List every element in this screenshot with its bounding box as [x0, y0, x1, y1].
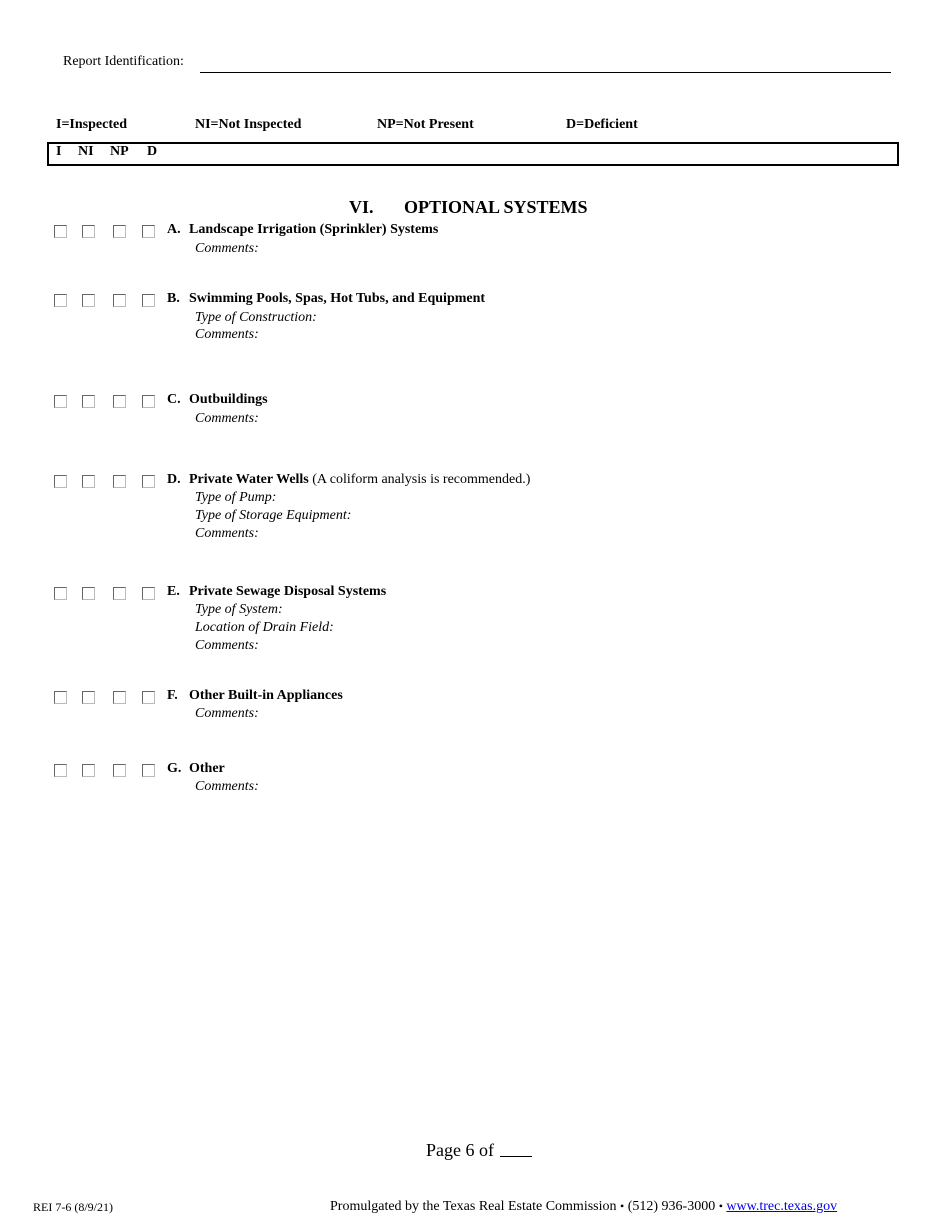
item-letter: G.: [167, 761, 182, 776]
section-number: VI.: [349, 197, 374, 217]
checkbox-not-present[interactable]: [113, 475, 126, 488]
checkbox-not-inspected[interactable]: [82, 587, 95, 600]
checkbox-inspected[interactable]: [54, 764, 67, 777]
checkbox-not-inspected[interactable]: [82, 475, 95, 488]
checkbox-inspected[interactable]: [54, 587, 67, 600]
type-of-system-label: Type of System:: [195, 602, 283, 617]
item-title: [167, 392, 268, 408]
item-letter: C.: [167, 392, 181, 407]
checkbox-not-present[interactable]: [113, 225, 126, 238]
checkbox-not-present[interactable]: [113, 691, 126, 704]
page-number: Page 6 of: [426, 1140, 494, 1160]
section-title: OPTIONAL SYSTEMS: [404, 197, 588, 217]
checkbox-not-present[interactable]: [113, 294, 126, 307]
item-letter: F.: [167, 688, 178, 703]
checkbox-not-present[interactable]: [113, 764, 126, 777]
item-name: Landscape Irrigation (Sprinkler) Systems: [189, 222, 439, 237]
location-of-drain-field-label: Location of Drain Field:: [195, 620, 334, 635]
item-note: (A coliform analysis is recommended.): [312, 472, 531, 487]
bullet-icon: •: [620, 1199, 625, 1213]
checkbox-inspected[interactable]: [54, 395, 67, 408]
legend-inspected: I=Inspected: [56, 117, 127, 132]
comments-label: Comments:: [195, 779, 259, 794]
checkbox-not-inspected[interactable]: [82, 764, 95, 777]
checkbox-not-inspected[interactable]: [82, 294, 95, 307]
checkbox-deficient[interactable]: [142, 225, 155, 238]
comments-label: Comments:: [195, 638, 259, 653]
comments-label: Comments:: [195, 327, 259, 342]
comments-label: Comments:: [195, 526, 259, 541]
checkbox-not-present[interactable]: [113, 395, 126, 408]
column-header-ni: NI: [78, 144, 94, 159]
checkbox-not-inspected[interactable]: [82, 395, 95, 408]
item-letter: D.: [167, 472, 181, 487]
item-name: Other: [189, 761, 225, 776]
item-title: [167, 472, 530, 488]
column-header-i: I: [56, 144, 62, 159]
checkbox-deficient[interactable]: [142, 587, 155, 600]
page-total-field[interactable]: [500, 1156, 532, 1157]
column-header-box: [47, 142, 899, 166]
type-of-storage-equipment-label: Type of Storage Equipment:: [195, 508, 352, 523]
item-name: Other Built-in Appliances: [189, 688, 343, 703]
checkbox-inspected[interactable]: [54, 475, 67, 488]
report-identification-field[interactable]: [200, 72, 891, 73]
phone-number: (512) 936-3000: [627, 1199, 716, 1214]
promulgated-text: Promulgated by the Texas Real Estate Commission: [330, 1199, 617, 1214]
item-letter: B.: [167, 291, 180, 306]
item-letter: A.: [167, 222, 181, 237]
checkbox-deficient[interactable]: [142, 395, 155, 408]
comments-label: Comments:: [195, 241, 259, 256]
checkbox-not-present[interactable]: [113, 587, 126, 600]
type-of-pump-label: Type of Pump:: [195, 490, 277, 505]
form-id: REI 7-6 (8/9/21): [33, 1200, 113, 1214]
report-identification-label: Report Identification:: [63, 54, 184, 69]
checkbox-deficient[interactable]: [142, 294, 155, 307]
checkbox-inspected[interactable]: [54, 691, 67, 704]
column-header-np: NP: [110, 144, 129, 159]
item-title: [167, 222, 438, 238]
checkbox-not-inspected[interactable]: [82, 691, 95, 704]
item-name: Private Water Wells: [189, 472, 309, 487]
checkbox-not-inspected[interactable]: [82, 225, 95, 238]
item-title: [167, 761, 225, 777]
legend-not-inspected: NI=Not Inspected: [195, 117, 302, 132]
legend-deficient: D=Deficient: [566, 117, 638, 132]
legend-not-present: NP=Not Present: [377, 117, 474, 132]
column-header-d: D: [147, 144, 158, 159]
item-title: [167, 688, 343, 704]
item-name: Outbuildings: [189, 392, 268, 407]
type-of-construction-label: Type of Construction:: [195, 310, 317, 325]
promulgated-line: [330, 1199, 837, 1215]
item-letter: E.: [167, 584, 180, 599]
comments-label: Comments:: [195, 411, 259, 426]
item-title: [167, 584, 386, 600]
checkbox-inspected[interactable]: [54, 294, 67, 307]
checkbox-deficient[interactable]: [142, 475, 155, 488]
website-link[interactable]: www.trec.texas.gov: [726, 1199, 838, 1214]
checkbox-deficient[interactable]: [142, 691, 155, 704]
checkbox-inspected[interactable]: [54, 225, 67, 238]
item-name: Private Sewage Disposal Systems: [189, 584, 387, 599]
item-title: [167, 291, 485, 307]
checkbox-deficient[interactable]: [142, 764, 155, 777]
item-name: Swimming Pools, Spas, Hot Tubs, and Equipment: [189, 291, 486, 306]
bullet-icon: •: [718, 1199, 723, 1213]
comments-label: Comments:: [195, 706, 259, 721]
